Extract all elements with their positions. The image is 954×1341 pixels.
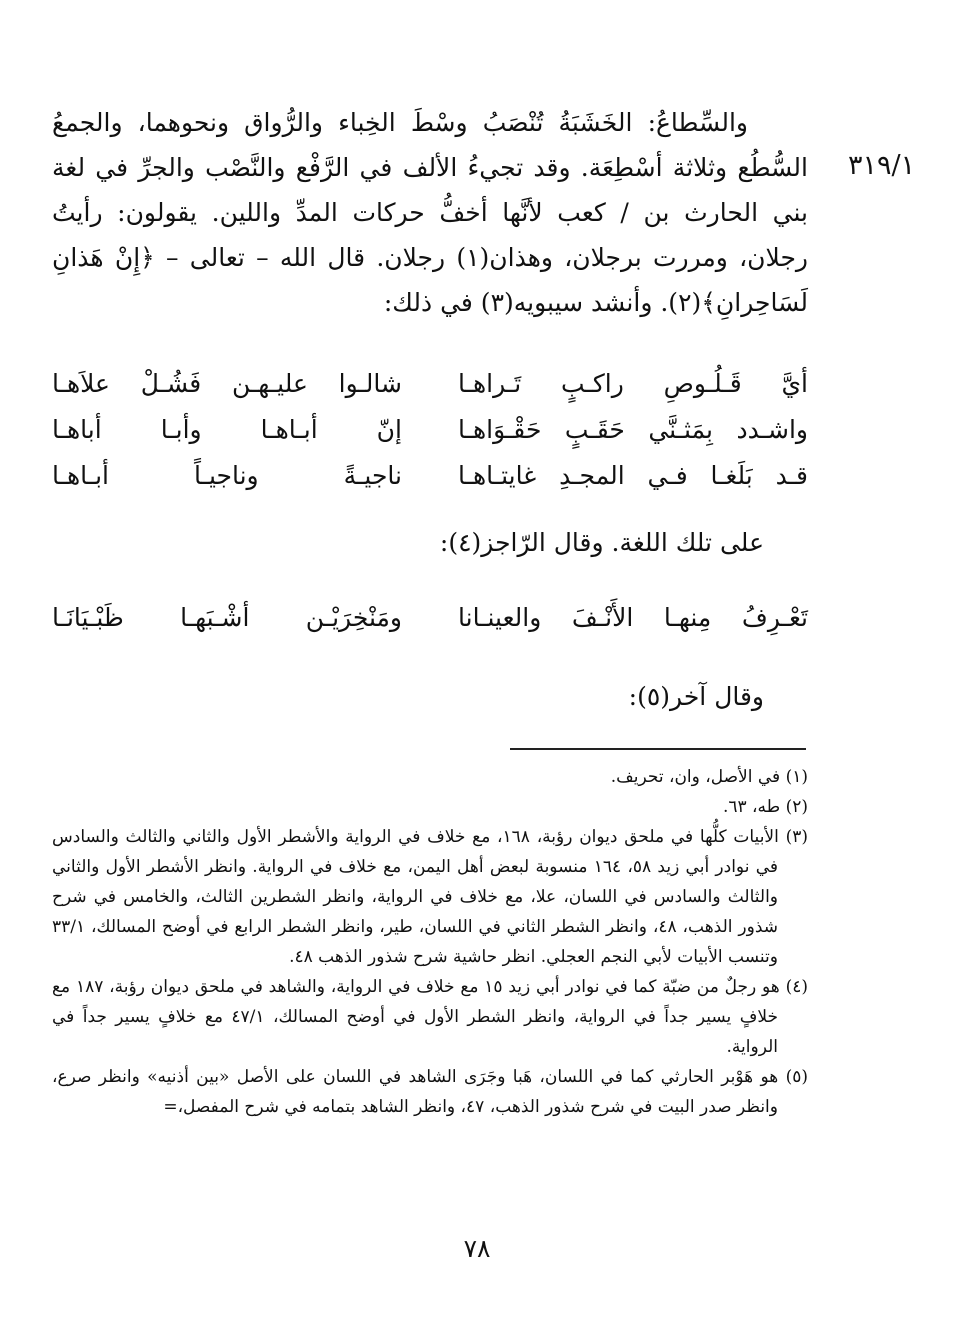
footnotes	[52, 762, 808, 1122]
footnote: (٣) الأبيات كلُّها في ملحق ديوان رؤبة، ١٦٨، مع خلاف في الرواية والأشطر الأول والثاني والثالث والسادس في نوادر أبي زيد ٥٨، ١٦٤ منسوبة لبعض أهل اليمن، مع خلاف في الرواية. وانظر الأشطر الأول والثاني والثالث والسادس في اللسان، علا، مع خلاف في الرواية، وانظر الشطرين الثالث، والخامس في شرح شذور الذهب، ٤٨، وانظر الشطر الثاني في اللسان، طير، وانظر الشطر الرابع في أوضح المسالك، ٣٣/١ وتنسب الأبيات لأبي النجم العجلي. انظر حاشية شرح شذور الذهب ٤٨.	[52, 827, 808, 967]
verse-line	[52, 361, 808, 407]
hemistich-first: تَعْـرِفُ مِنهـا الأَنْـفَ والعينـانا	[458, 603, 808, 632]
hemistich-second: شالـوا عليـهـن فَشُـلْ علاَهـا	[52, 369, 402, 398]
verse-line	[52, 407, 808, 453]
page-number: ٧٨	[463, 1234, 491, 1263]
verse-line	[52, 595, 808, 641]
verse-introduction: على تلك اللغة. وقال الرّاجز(٤):	[439, 528, 764, 557]
footnote: (٢) طه، ٦٣.	[722, 797, 808, 817]
paragraph: والسِّطاعُ: الخَشَبَةُ تُنْصَبُ وسْطَ الخِباء والرُّواق ونحوهما، والجمعُ السُّطُع وثلاثة أسْطِعَة. وقد تجيءُ الألف في الرَّفْع والنَّصْب والجرِّ في لغة بني الحارث بن / كعب لأنَّها أخفُّ حركات المدِّ واللين. يقولون: رأيتُ رجلان، ومررت برجلان، وهذان(١) رجلان. قال الله – تعالى – ﴿إِنْ هَذانِ لَسَاحِرانِ﴾(٢). وأنشد سيبويه(٣) في ذلك:	[52, 108, 808, 317]
hemistich-first: أيَّ قَـلُـوصِ راكـبٍ تَـراهـا	[458, 369, 808, 398]
verse-line	[52, 453, 808, 499]
hemistich-second: ومَنْخِرَيْـن أشْـبَهـا ظَبْـيَانَـا	[52, 603, 402, 632]
footnote: (٤) هو رجلٌ من ضبّة كما في نوادر أبي زيد ١٥ مع خلاف في الرواية، والشاهد في ملحق ديوان رؤبة، ١٨٧ مع خلافٍ يسير جداً في الرواية، وانظر الشطر الأول في أوضح المسالك، ٤٧/١ مع خلافٍ يسير جداً في الرواية.	[52, 977, 808, 1057]
footnote: (٥) هو هَوْبر الحارثي كما في اللسان، هَبا وجَرَى الشاهد في اللسان على الأصل «بين أذنيه» وانظر صرع، وانظر صدر البيت في شرح شذور الذهب، ٤٧، وانظر الشاهد بتمامه في شرح المفصل،=	[52, 1067, 808, 1117]
hemistich-first: واشـدد بِمَثـنَّي حَقَـبٍ حَقْـوَاهـا	[458, 415, 808, 444]
hemistich-second: إنّ أبـاهـا وأبـا أباهـا	[52, 415, 402, 444]
hemistich-second: ناجيـةً وناجيـاً أبـاهـا	[52, 461, 402, 490]
poem-2	[52, 595, 808, 641]
margin-reference: ٣١٩/١	[848, 150, 916, 181]
footnote-divider	[510, 748, 806, 750]
verse-introduction: وقال آخر(٥):	[628, 682, 764, 711]
hemistich-first: قـد بَلَغـا فـي المجـدِ غايتـاهـا	[458, 461, 808, 490]
footnote: (١) في الأصل، وان، تحريف.	[610, 767, 808, 787]
poem-1	[52, 361, 808, 499]
main-text	[52, 100, 808, 325]
